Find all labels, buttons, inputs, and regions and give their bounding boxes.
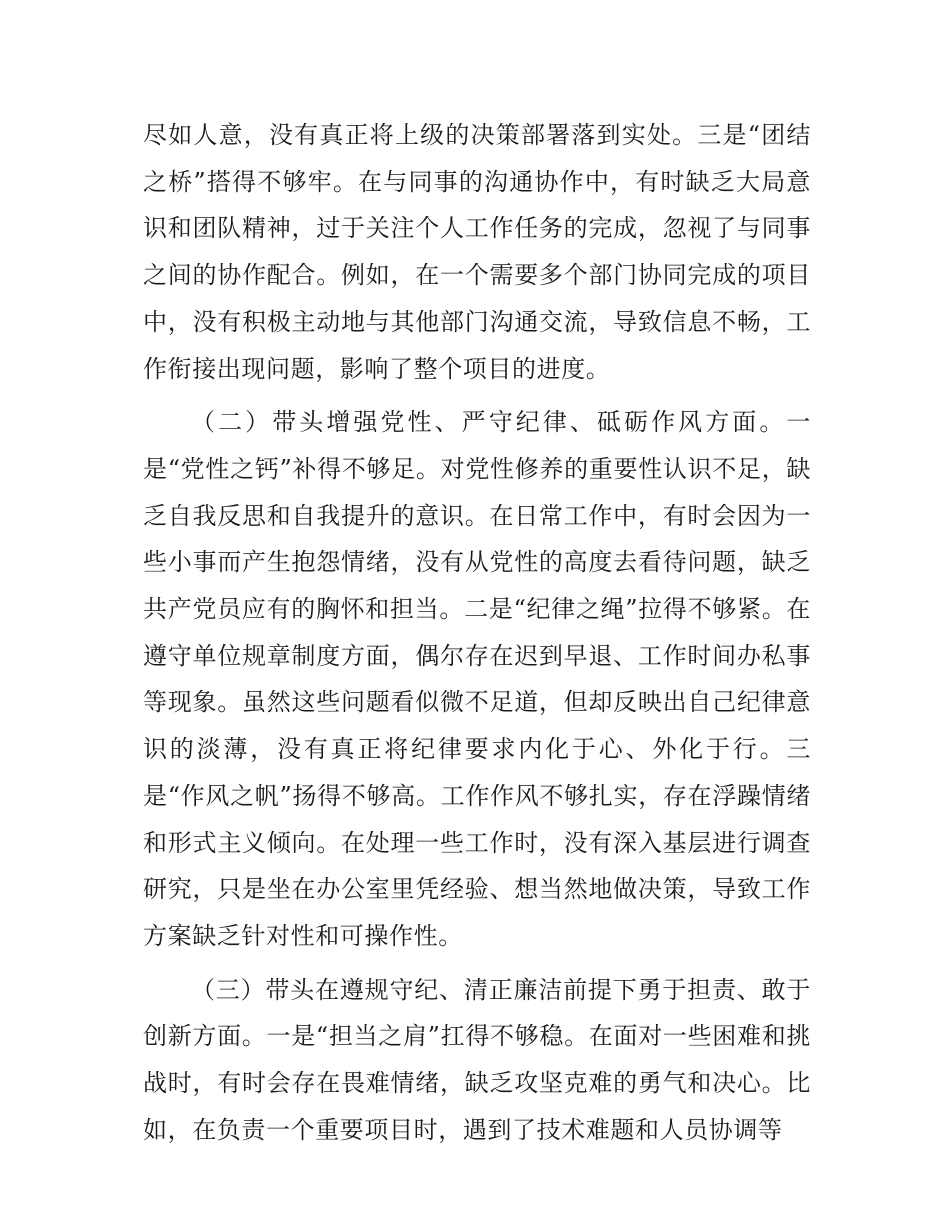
document-body (143, 112, 811, 1153)
paragraph-continuation: 尽如人意，没有真正将上级的决策部署落到实处。三是“团结之桥”搭得不够牢。在与同事的沟通协作中，有时缺乏大局意识和团队精神，过于关注个人工作任务的完成，忽视了与同事之间的协作配合。例如，在一个需要多个部门协同完成的项目中，没有积极主动地与其他部门沟通交流，导致信息不畅，工作衔接出现问题，影响了整个项目的进度。 (143, 121, 811, 383)
paragraph-section-2: （二）带头增强党性、严守纪律、砥砺作风方面。一是“党性之钙”补得不够足。对党性修养的重要性认识不足，缺乏自我反思和自我提升的意识。在日常工作中，有时会因为一些小事而产生抱怨情绪，没有从党性的高度去看待问题，缺乏共产党员应有的胸怀和担当。二是“纪律之绳”拉得不够紧。在遵守单位规章制度方面，偶尔存在迟到早退、工作时间办私事等现象。虽然这些问题看似微不足道，但却反映出自己纪律意识的淡薄，没有真正将纪律要求内化于心、外化于行。三是“作风之帆”扬得不够高。工作作风不够扎实，存在浮躁情绪和形式主义倾向。在处理一些工作时，没有深入基层进行调查研究，只是坐在办公室里凭经验、想当然地做决策，导致工作方案缺乏针对性和可操作性。 (143, 408, 811, 950)
paragraph-section-3: （三）带头在遵规守纪、清正廉洁前提下勇于担责、敢于创新方面。一是“担当之肩”扛得不够稳。在面对一些困难和挑战时，有时会存在畏难情绪，缺乏攻坚克难的勇气和决心。比如，在负责一个重要项目时，遇到了技术难题和人员协调等 (143, 975, 811, 1144)
